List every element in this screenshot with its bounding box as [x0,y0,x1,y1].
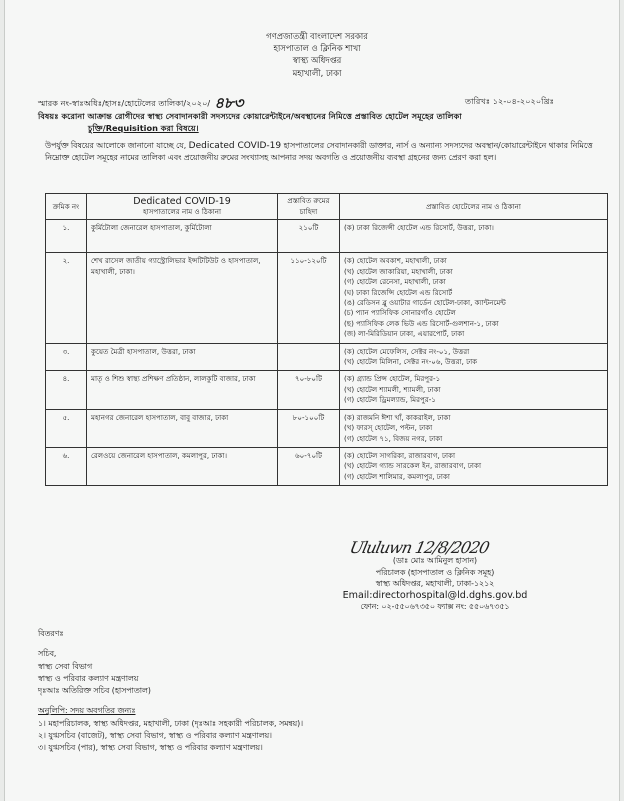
hotel-item: (ক) গ্র্যান্ড প্রিন্স হোটেল, মিরপুর-১ [344,374,441,384]
copy-item: ৩। যুগ্মসচিব (পার), স্বাস্থ্য সেবা বিভাগ, স্বাস্থ্য ও পরিবার কল্যাণ মন্ত্রণালয়। [38,743,263,753]
header-serial: ক্রমিক নং [46,194,87,220]
row-rooms [278,343,340,371]
signatory-title: পরিচালক (হাসপাতাল ও ক্লিনিক সমূহ) [375,567,495,577]
letterhead [5,30,624,79]
memo-handwritten-number: ৪৮৩ [214,94,244,112]
table-row [46,409,608,447]
row-serial: ৪. [46,371,87,409]
signatory-email: Email:directorhospital@ld.dghs.gov.bd [342,589,528,601]
row-rooms: ৭০-৮০টি [278,371,340,409]
row-hospital: রেলওয়ে জেনারেল হাসপাতাল, কমলাপুর, ঢাকা। [87,447,278,485]
recipient-line: স্বাস্থ্য সেবা বিভাগ [38,661,93,671]
header-hospital-bn: হাসপাতালের নাম ও ঠিকানা [142,207,222,216]
copy-item: ২। যুগ্মসচিব (বাজেট), স্বাস্থ্য সেবা বিভাগ, স্বাস্থ্য ও পরিবার কল্যাণ মন্ত্রণালয়। [38,731,272,741]
table-row [46,371,608,409]
hotel-item: (ক) ঢাকা রিজেন্সী হোটেল এন্ড রিসোর্ট, উত্তরা, ঢাকা। [344,223,494,233]
row-hotels [340,409,608,447]
subject-text: বিষয়ঃ করোনা আক্রান্ত রোগীদের স্বাস্থ্য সেবাদানকারী সদস্যদের কোয়ারেন্টাইনে/অবস্থানের নিমিত্তে প্রস্তাবিত হোটেল সমূহের তালিকা [38,111,462,121]
document-page [4,0,620,801]
distribution-heading: বিতরণঃ [38,629,64,638]
row-hospital: মহানগর জেনারেল হাসপাতাল, বাবু বাজার, ঢাকা [87,409,278,447]
distribution-block [38,628,598,755]
row-hotels [340,371,608,409]
hotel-item: (গ) হোটেল রেনেসা, মহাখালী, ঢাকা [344,277,446,287]
hotel-item: (ছ) প্যাসিফিক লেক ভিউ এন্ড রিসোর্ট-গুলশান-১, ঢাকা [344,318,499,328]
hotel-item: (গ) হোটেল ৭১, বিজয় নগর, ঢাকা [344,433,443,443]
attention-line: দৃঃআঃ অতিরিক্ত সচিব (হাসপাতাল) [38,686,151,696]
header-hospital-eng: Dedicated COVID-19 [133,196,231,207]
hotel-item: (ক) রাজমনি ঈশা খাঁ, কাকরাইল, ঢাকা [344,412,451,422]
header-hotels: প্রস্তাবিত হোটেলের নাম ও ঠিকানা [340,194,608,220]
memo-number-label: স্মারক নং-স্বাঃঅধিঃ/হাসঃ/হোটেলের তালিকা/২০২০/ [38,98,211,108]
row-hotels [340,447,608,485]
row-hotels [340,343,608,371]
signatory-phone: ফোন: ০২-৫৫০৬৭৩৫০ ফ্যাক্স নং: ৫৫০৬৭৩৫১ [360,602,510,612]
row-serial: ১. [46,220,87,253]
body-text-part2: হাসপাতালের সেবাদানকারী ডাক্তার, নার্স ও অন্যান্য সদস্যদের অবস্থান/কোয়ারেন্টাইনে থাকার নিমিত্তে নিম্নোক্ত হোটেল সমূহের নামের তালিকা এবং প্রয়োজনীয় রুমের সংখ্যাসহ আপনার সদয় অবগতি ও প্রয়োজনীয় ব্যবস্থা গ্রহনের জন্য প্রেরণ করা হল। [45,141,593,163]
hotel-item: (ঙ) রেডিসন ব্লু ওয়াটার গার্ডেন হোটেল-ঢাকা, ক্যান্টনমেন্ট [344,298,506,308]
hotel-item: (গ) হোটেল শালিমার, কমলাপুর, ঢাকা [344,471,450,481]
row-hospital: মাতৃ ও শিশু স্বাস্থ্য প্রশিক্ষণ প্রতিষ্ঠান, লালকুটি বাজার, ঢাকা [87,371,278,409]
hotel-item: (খ) হোটেল শ্যামলী, শ্যামলী, ঢাকা [344,384,441,394]
directorate-name: স্বাস্থ্য অধিদপ্তর [292,55,342,66]
row-serial: ৫. [46,409,87,447]
row-serial: ৩. [46,343,87,371]
row-hospital: কুর্মিটোলা জেনারেল হাসপাতাল, কুর্মিটোলা [87,220,278,253]
copy-heading: অনুলিপি: সদয় অবগতির জন্যঃ [38,706,136,716]
row-hotels [340,220,608,253]
hotel-item: (জ) লা-মিরিডিয়ান ঢাকা, এয়ারপোর্ট, ঢাকা [344,329,465,339]
body-text-part1: উপর্যুক্ত বিষয়ের আলোকে জানানো যাচ্ছে যে, [45,141,189,150]
hotel-item: (খ) হোটেল জাকারিয়া, মহাখালী, ঢাকা [344,266,453,276]
hotel-item: (খ) হোটেল মিলিনা, সেক্টর নং-০৬, উত্তরা, ঢাক [344,357,478,367]
body-text-english: Dedicated COVID-19 [188,141,282,151]
hotel-item: (ক) হোটেল অবকাশ, মহাখালী, ঢাকা [344,256,447,266]
row-serial: ৬. [46,447,87,485]
body-paragraph [45,140,607,164]
signatory-name: (ডাঃ মোঃ আমিনুল হাসান) [392,556,478,565]
hotel-item: (চ) প্যান প্যাসিফিক সোনারগাঁও হোটেল [344,308,456,318]
recipient-line: সচিব, [38,649,57,659]
subject-line [38,110,608,134]
row-rooms: ৬০-৭০টি [278,447,340,485]
row-rooms: ২১০টি [278,220,340,253]
table-row [46,447,608,485]
table-row [46,220,608,253]
hotel-item: (খ) হোটেল গ্যান্ড সারকেল ইন, রাজারবাগ, ঢাকা [344,461,482,471]
office-location: মহাখালী, ঢাকা [292,67,342,78]
table-row [46,343,608,371]
hotel-item: (ক) হোটেল সাগরিকা, রাজারবাগ, ঢাকা [344,450,456,460]
signatory-office: স্বাস্থ্য অধিদপ্তর, মহাখালী, ঢাকা-১২১২ [375,579,495,589]
row-hospital: শেখ রাসেল জাতীয় গ্যাস্ট্রোলিভার ইন্সটিটিউট ও হাসপাতাল, মহাখালী, ঢাকা। [87,253,278,343]
row-rooms: ৮০-১০০টি [278,409,340,447]
hotel-item: (খ) ফারস্ হোটেল, পল্টন, ঢাকা [344,423,433,433]
hotel-item: (ঘ) ঢাকা রিজেন্সি হোটেল এন্ড রিসোর্ট [344,287,453,297]
memo-date: তারিখঃ ১২-০৪-২০২০খ্রিঃ [465,96,554,106]
branch-name: হাসপাতাল ও ক্লিনিক শাখা [273,43,361,54]
govt-name: গণপ্রজাতন্ত্রী বাংলাদেশ সরকার [266,31,368,41]
hotel-item: (গ) হোটেল ড্রিমল্যান্ড, মিরপুর-১ [344,395,436,405]
copy-item: ১। মহাপরিচালক, স্বাস্থ্য অধিদপ্তর, মহাখালী, ঢাকা (দৃঃআঃ সহকারী পরিচালক, সমন্বয়)। [38,718,303,728]
hotel-item: (ক) হোটেল মেফেলিস, সেক্টর নং-০১, উত্তরা [344,346,470,356]
signature-block [285,555,585,613]
subject-requisition: চুক্তি/Requisition করা বিষয়ে। [88,123,199,133]
hotel-list-table [45,193,608,486]
row-rooms: ১১০-১২০টি [278,253,340,343]
handwritten-signature: Ululuwn 12/8/2020 [347,538,491,557]
header-hospital [87,194,278,220]
row-hotels [340,253,608,343]
row-hospital: কুয়েত মৈত্রী হাসপাতাল, উত্তরা, ঢাকা [87,343,278,371]
row-serial: ২. [46,253,87,343]
table-row [46,253,608,343]
header-rooms: প্রস্তাবিত রুমের চাহিদা [278,194,340,220]
table-header-row [46,194,608,220]
recipient-line: স্বাস্থ্য ও পরিবার কল্যাণ মন্ত্রণালয় [38,673,139,683]
